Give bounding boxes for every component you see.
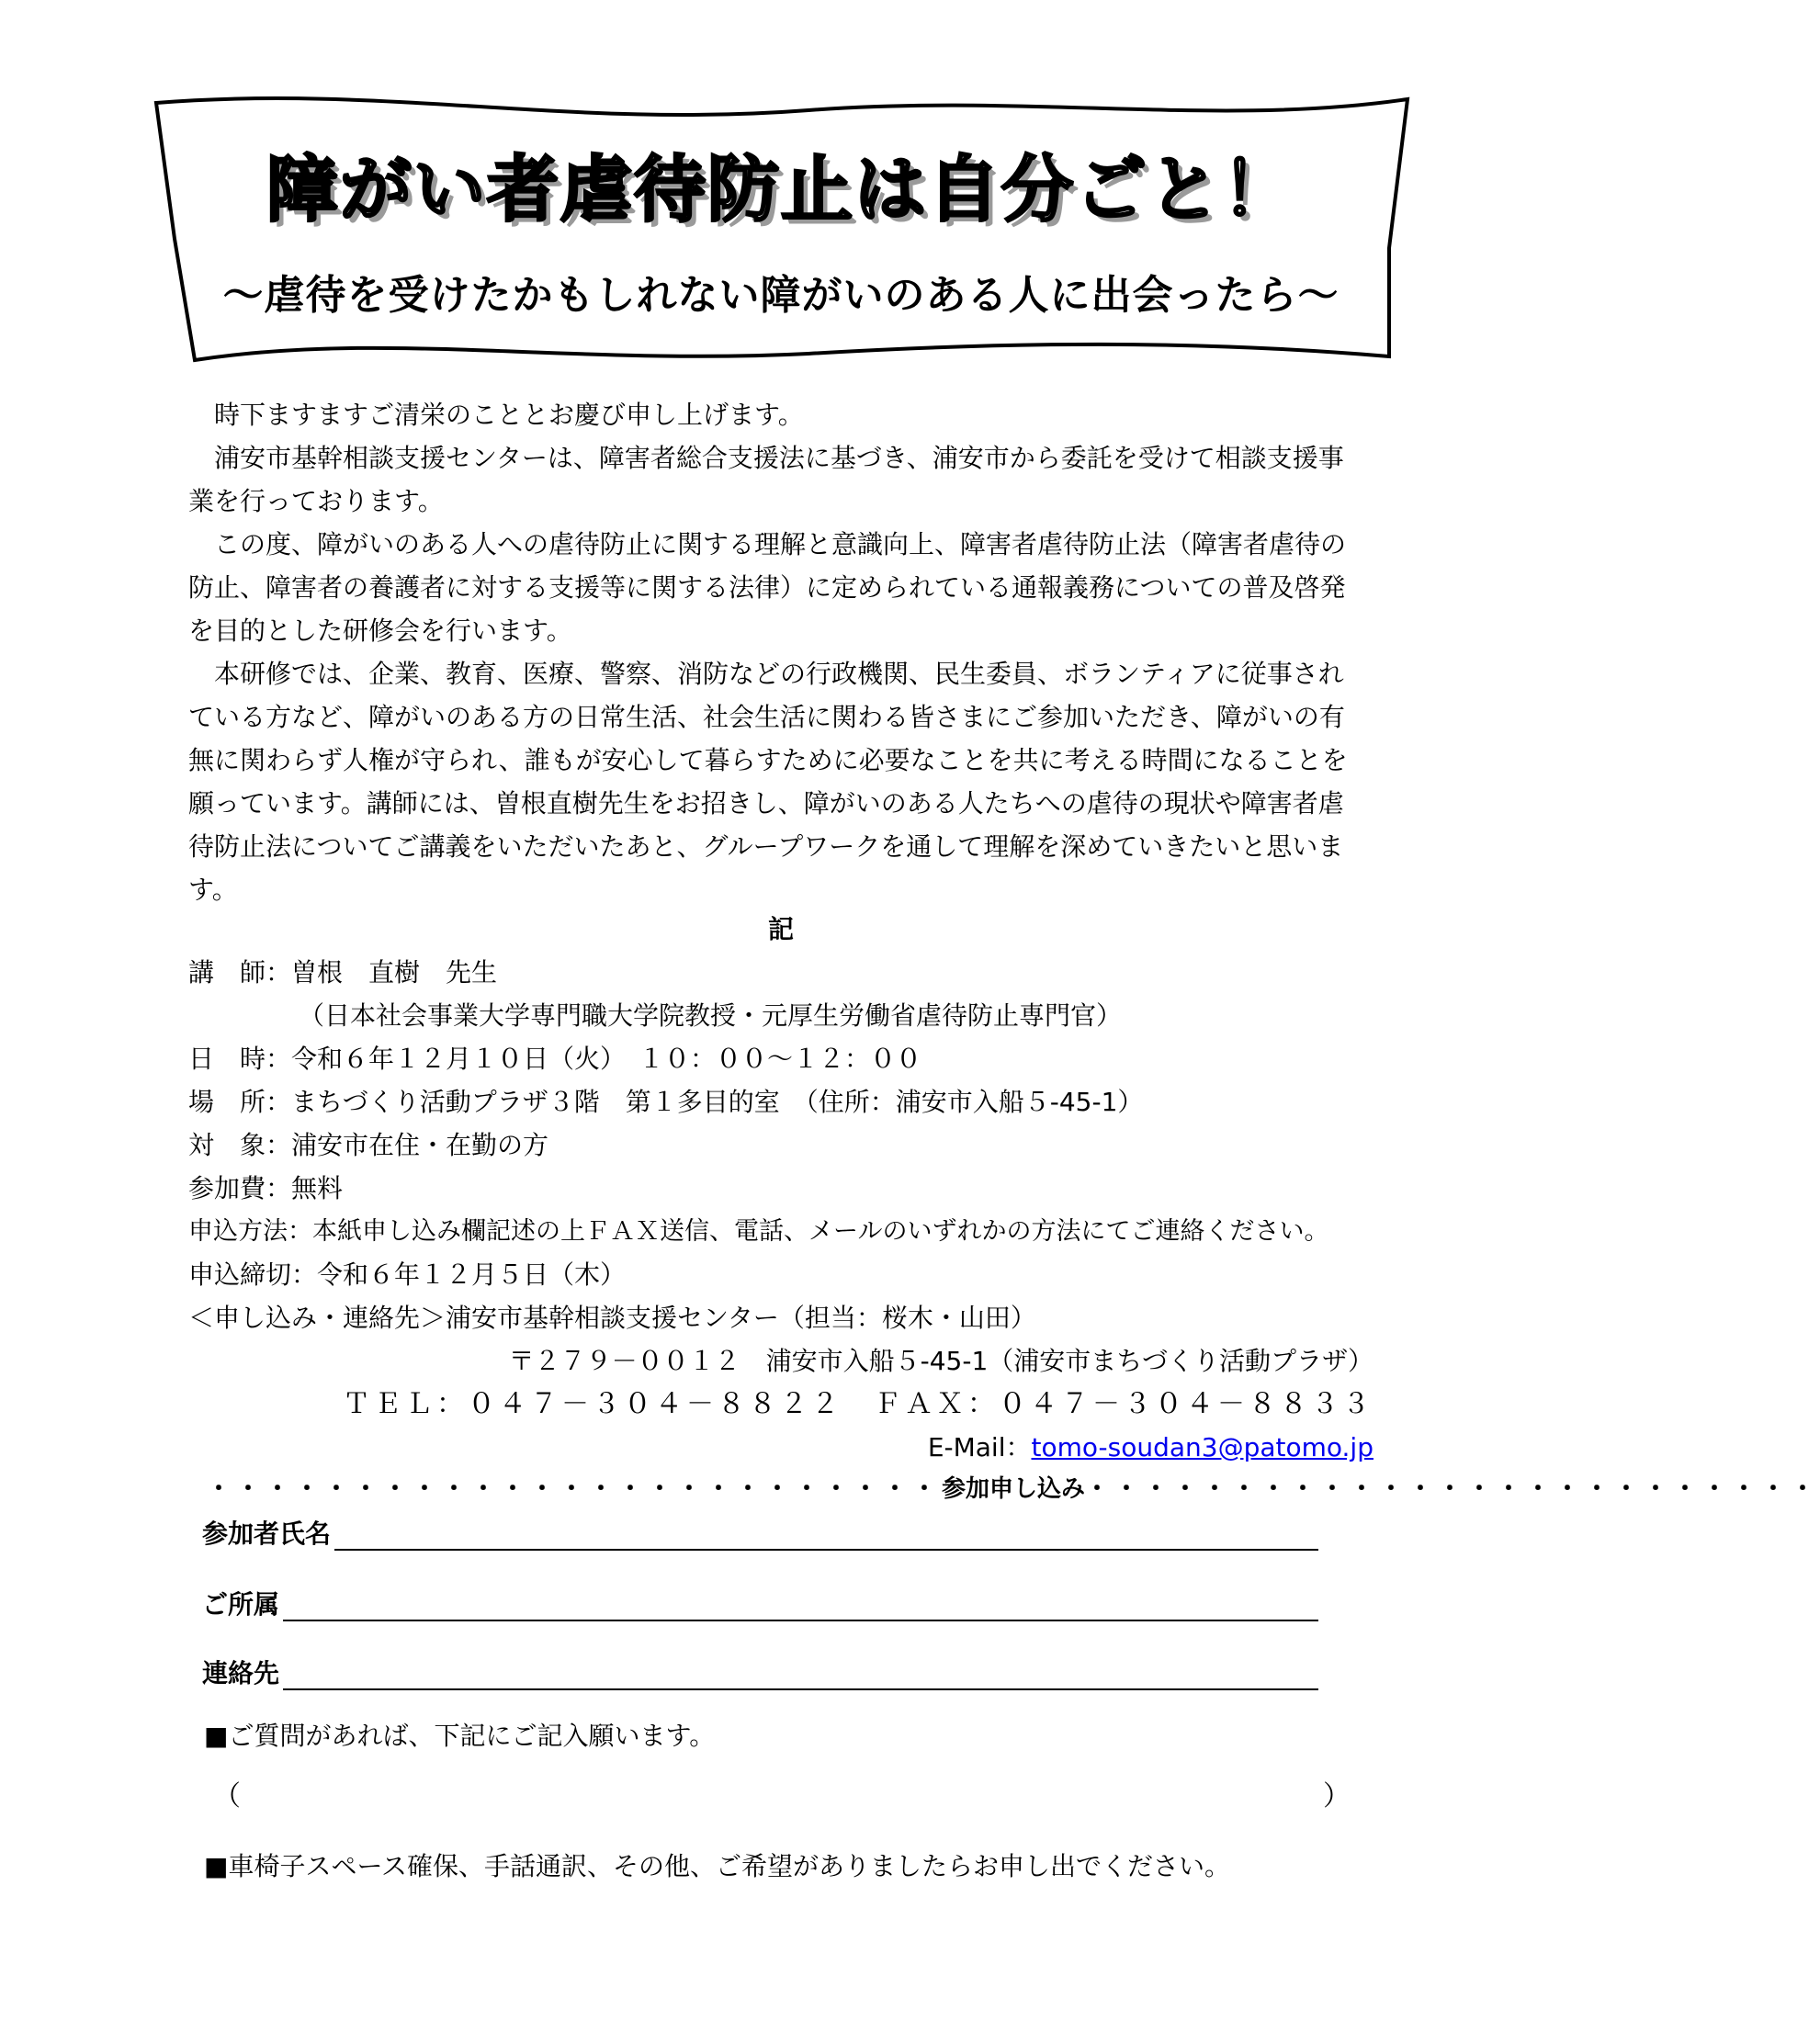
place-value: まちづくり活動プラザ３階 第１多目的室 （住所：浦安市入船５-45-1） [291, 1087, 1144, 1117]
method-row [188, 1210, 1383, 1253]
affiliation-field[interactable] [202, 1585, 1318, 1621]
contact-field[interactable] [202, 1654, 1318, 1690]
lecturer-value: 曽根 直樹 先生 [291, 957, 498, 988]
target-row [188, 1123, 1383, 1167]
request-note: ■車椅子スペース確保、手話通訳、その他、ご希望がありましたらお申し出でください。 [204, 1851, 1231, 1881]
date-row [188, 1037, 1383, 1080]
email-row [188, 1426, 1373, 1469]
method-label: 申込方法： [188, 1217, 312, 1246]
question-note: ■ご質問があれば、下記にご記入願います。 [204, 1721, 716, 1751]
date-label: 日 時： [188, 1044, 292, 1074]
fee-value: 無料 [291, 1173, 344, 1203]
target-value: 浦安市在住・在勤の方 [291, 1130, 549, 1160]
fee-label: 参加費： [188, 1173, 292, 1203]
divider-dots-left: ・・・・・・・・・・・・・・・・・・・・・・・・・ [207, 1475, 943, 1503]
affiliation-label: ご所属 [202, 1589, 280, 1620]
event-details [188, 951, 1383, 1469]
intro-paragraph: この度、障がいのある人への虐待防止に関する理解と意識向上、障害者虐待防止法（障害者虐待の防止、障害者の養護者に対する支援等に関する法律）に定められている通報義務についての普及啓発を目的とした研修会を行います。 [188, 529, 1347, 646]
question-input-area[interactable] [248, 1773, 1314, 1810]
question-paren-close: ） [1323, 1780, 1351, 1812]
name-input-line[interactable] [334, 1516, 1318, 1551]
intro-text [188, 393, 1369, 911]
lecturer-row [188, 951, 1383, 994]
affiliation-input-line[interactable] [283, 1586, 1318, 1621]
contact-input-line[interactable] [283, 1655, 1318, 1690]
date-value: 令和６年１２月１０日（火） １０：００～１２：００ [291, 1044, 922, 1074]
deadline-value: 令和６年１２月５日（木） [317, 1259, 627, 1290]
email-label: E-Mail： [927, 1432, 1032, 1462]
contact-tel-fax: ＴＥＬ：０４７－３０４－８８２２ ＦＡＸ：０４７－３０４－８８３３ [343, 1388, 1373, 1420]
page-subtitle: ～虐待を受けたかもしれない障がいのある人に出会ったら～ [222, 272, 1340, 319]
place-label: 場 所： [188, 1087, 292, 1117]
contact-value: 浦安市基幹相談支援センター（担当：桜木・山田） [446, 1303, 1036, 1333]
contact-row [188, 1296, 1383, 1339]
divider-dots-right: ・・・・・・・・・・・・・・・・・・・・・・・・・ [1085, 1475, 1820, 1503]
intro-paragraph: 浦安市基幹相談支援センターは、障害者総合支援法に基づき、浦安市から委託を受けて相談支援事業を行っております。 [188, 443, 1344, 516]
place-row [188, 1080, 1383, 1123]
page-title: 障がい者虐待防止は自分ごと！ [266, 149, 1295, 231]
lecturer-affiliation: （日本社会事業大学専門職大学院教授・元厚生労働省虐待防止専門官） [299, 1000, 1123, 1031]
intro-paragraph: 時下ますますご清栄のこととお慶び申し上げます。 [214, 400, 804, 430]
question-paren-open: （ [213, 1780, 241, 1812]
intro-paragraph: 本研修では、企業、教育、医療、警察、消防などの行政機関、民生委員、ボランティアに従事されている方など、障がいのある方の日常生活、社会生活に関わる皆さまにご参加いただき、障がいの有無に関わらず人権が守られ、誰もが安心して暮らすために必要なことを共に考える時間になることを願っています。講師には、曽根直樹先生をお招きし、障がいのある人たちへの虐待の現状や障害者虐待防止法についてご講義をいただいたあと、グループワークを通して理解を深めていきたいと思います。 [188, 659, 1348, 905]
method-value: 本紙申し込み欄記述の上ＦＡＸ送信、電話、メールのいずれかの方法にてご連絡ください。 [312, 1217, 1329, 1246]
name-field[interactable] [202, 1514, 1318, 1551]
fee-row [188, 1167, 1383, 1210]
divider-label: 参加申し込み [942, 1475, 1086, 1503]
application-divider [207, 1470, 1820, 1507]
contact-field-label: 連絡先 [202, 1658, 280, 1688]
contact-label: ＜申し込み・連絡先＞ [188, 1303, 447, 1333]
contact-address: 〒２７９－００１２ 浦安市入船５-45-1（浦安市まちづくり活動プラザ） [508, 1346, 1373, 1376]
lecturer-label: 講 師： [188, 957, 292, 988]
ki-heading: 記 [767, 914, 794, 944]
name-label: 参加者氏名 [202, 1519, 332, 1549]
deadline-row [188, 1253, 1383, 1296]
deadline-label: 申込締切： [188, 1259, 318, 1290]
target-label: 対 象： [188, 1130, 292, 1160]
email-link[interactable]: tomo-soudan3@patomo.jp [1031, 1432, 1373, 1462]
